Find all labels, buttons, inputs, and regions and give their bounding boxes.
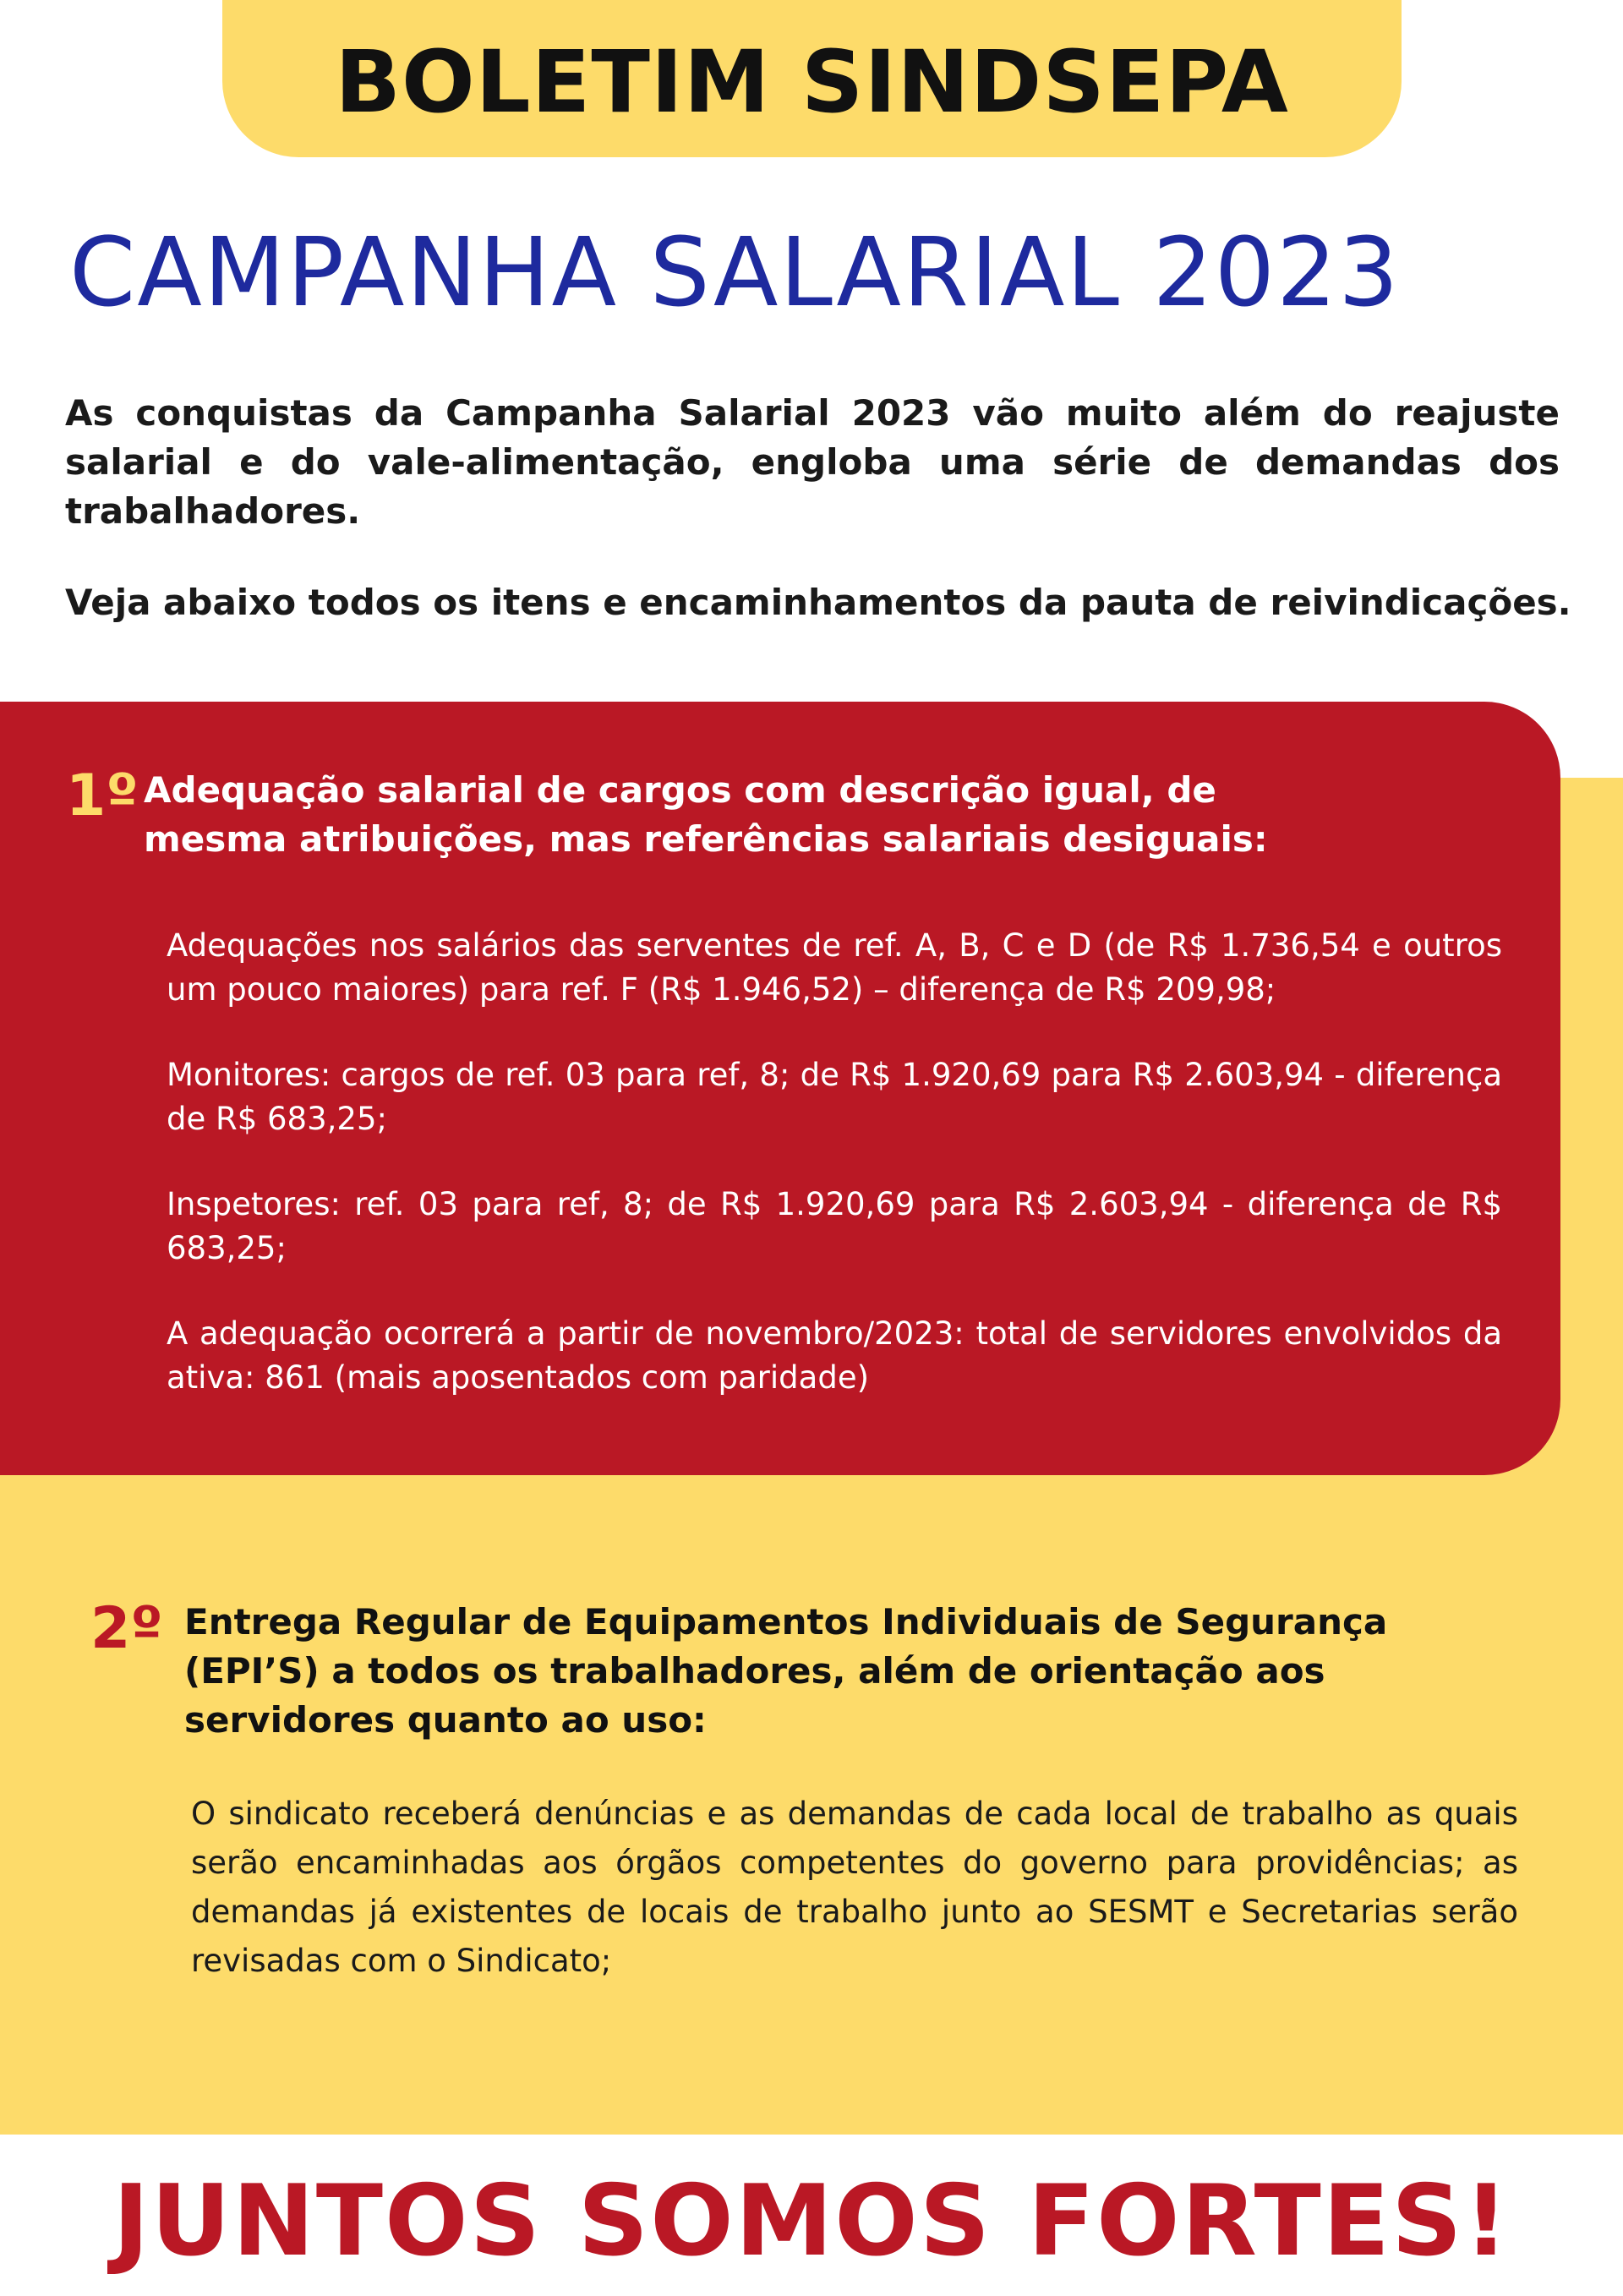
- footer-slogan: JUNTOS SOMOS FORTES!: [112, 2164, 1511, 2278]
- header-banner: [222, 0, 1402, 157]
- item-2-title: Entrega Regular de Equipamentos Individuais de Segurança (EPI’S) a todos os trabalhadores, além de orientação aos servidores quanto ao uso:: [184, 1601, 1388, 1741]
- item-1-point: Adequações nos salários das serventes de ref. A, B, C e D (de R$ 1.736,54 e outros um pouco maiores) para ref. F (R$ 1.946,52) – diferença de R$ 209,98;: [167, 927, 1502, 1008]
- item-1-point: Inspetores: ref. 03 para ref, 8; de R$ 1.920,69 para R$ 2.603,94 - diferença de R$ 683,25;: [167, 1186, 1502, 1266]
- intro-instruction: Veja abaixo todos os itens e encaminhamentos da pauta de reivindicações.: [65, 582, 1571, 623]
- intro-paragraph: As conquistas da Campanha Salarial 2023 vão muito além do reajuste salarial e do vale-alimentação, engloba uma série de demandas dos trabalhadores.: [65, 392, 1560, 532]
- item-1-point: A adequação ocorrerá a partir de novembro/2023: total de servidores envolvidos da ativa: 861 (mais aposentados com paridade): [167, 1315, 1502, 1396]
- campaign-title: CAMPANHA SALARIAL 2023: [69, 218, 1401, 328]
- item-2-number: 2º: [90, 1595, 163, 1662]
- item-1-points: [167, 924, 1502, 1400]
- item-2-text: O sindicato receberá denúncias e as demandas de cada local de trabalho as quais serão encaminhadas aos órgãos competentes do governo para providências; as demandas já existentes de locais de trabalho junto ao SESMT e Secretarias serão revisadas com o Sindicato;: [191, 1796, 1518, 1979]
- item-1-title: Adequação salarial de cargos com descrição igual, de mesma atribuições, mas referências salariais desiguais:: [144, 769, 1268, 860]
- item-1-number: 1º: [66, 763, 139, 829]
- item-1-point: Monitores: cargos de ref. 03 para ref, 8; de R$ 1.920,69 para R$ 2.603,94 - diferença de R$ 683,25;: [167, 1057, 1502, 1137]
- bulletin-title: BOLETIM SINDSEPA: [335, 31, 1289, 133]
